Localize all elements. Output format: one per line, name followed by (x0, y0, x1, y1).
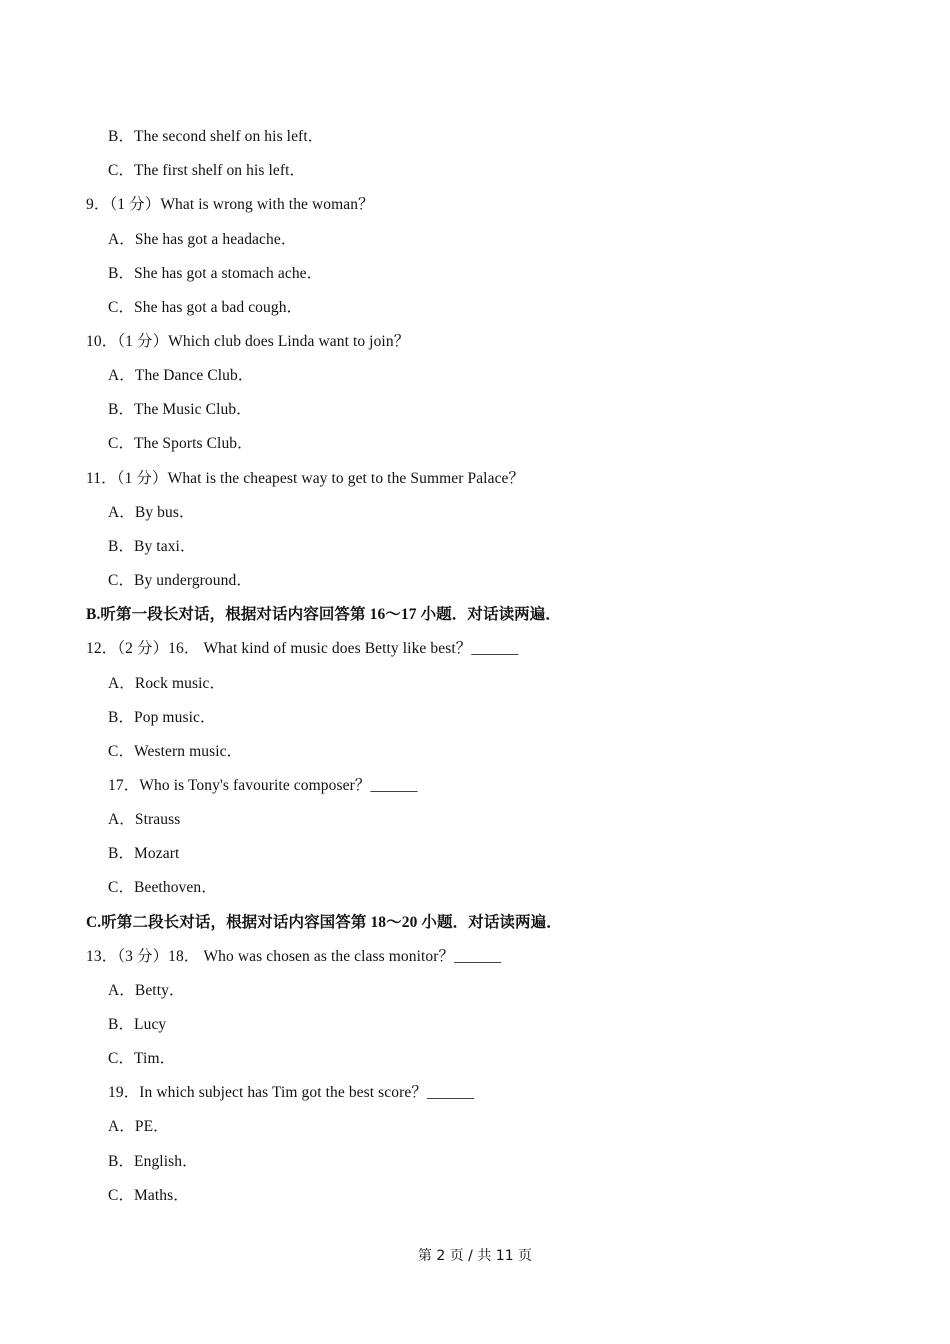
q9-stem: 9．（1 分）What is wrong with the woman？ (86, 196, 374, 213)
q13-option-a: A．Betty． (108, 982, 185, 999)
q19-option-a: A．PE． (108, 1118, 169, 1135)
q8-option-b: B．The second shelf on his left． (108, 128, 324, 145)
q12-option-b: B．Pop music． (108, 709, 216, 726)
q11-option-c: C．By underground． (108, 572, 252, 589)
page-number-footer: 第 2 页 / 共 11 页 (417, 1248, 533, 1264)
q10-option-a: A．The Dance Club． (108, 367, 254, 384)
q13-stem: 13．（3 分）18． Who was chosen as the class monitor？______ (86, 948, 502, 965)
q9-option-a: A．She has got a headache． (108, 231, 297, 248)
q17-option-a: A．Strauss (108, 811, 181, 828)
section-c-heading: C.听第二段长对话，根据对话内容国答第 18～20 小题．对话读两遍． (86, 914, 562, 931)
q19-option-c: C．Maths． (108, 1187, 189, 1204)
q17-option-b: B．Mozart (108, 845, 180, 862)
q12-stem: 12．（2 分）16． What kind of music does Betty like best？______ (86, 640, 519, 657)
q17-stem: 17．Who is Tony's favourite composer？______ (108, 777, 418, 794)
q10-option-b: B．The Music Club． (108, 401, 252, 418)
q13-option-b: B．Lucy (108, 1016, 167, 1033)
q9-option-c: C．She has got a bad cough． (108, 299, 303, 316)
q10-option-c: C．The Sports Club． (108, 435, 253, 452)
q8-option-c: C．The first shelf on his left． (108, 162, 306, 179)
q9-option-b: B．She has got a stomach ache． (108, 265, 323, 282)
q11-option-b: B．By taxi． (108, 538, 196, 555)
q10-stem: 10．（1 分）Which club does Linda want to join？ (86, 333, 410, 350)
q19-option-b: B．English． (108, 1153, 198, 1170)
q11-stem: 11．（1 分）What is the cheapest way to get to the Summer Palace？ (86, 470, 525, 487)
q17-option-c: C．Beethoven． (108, 879, 217, 896)
q13-option-c: C．Tim． (108, 1050, 176, 1067)
section-b-heading: B.听第一段长对话，根据对话内容回答第 16～17 小题．对话读两遍． (86, 606, 561, 623)
q12-option-a: A．Rock music． (108, 675, 226, 692)
q12-option-c: C．Western music． (108, 743, 243, 760)
q11-option-a: A．By bus． (108, 504, 195, 521)
q19-stem: 19．In which subject has Tim got the best score？______ (108, 1084, 475, 1101)
